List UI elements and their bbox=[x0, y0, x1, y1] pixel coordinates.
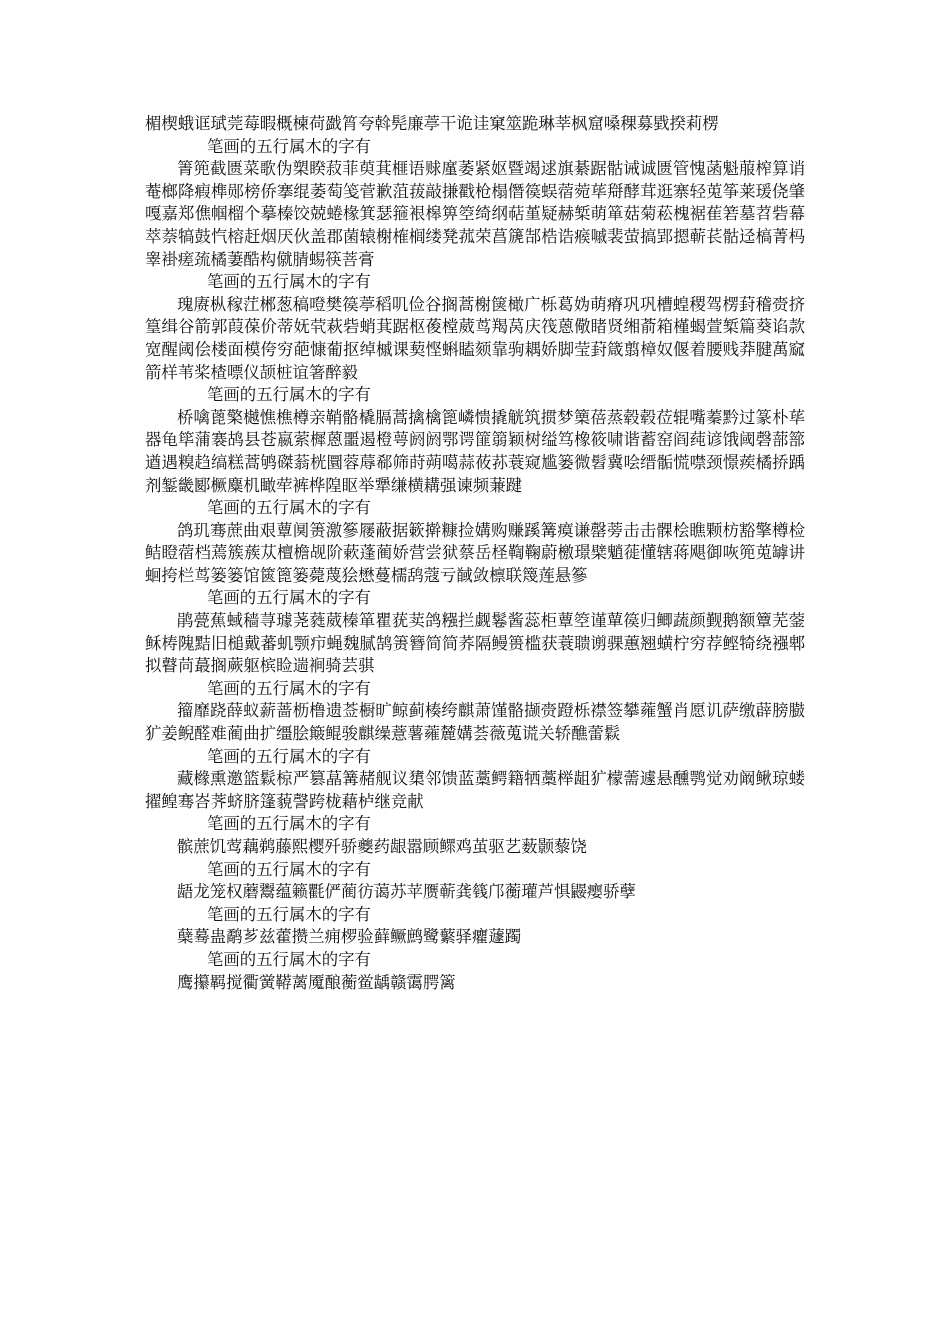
section-paragraph: 蘖蓦蛊鹬芗兹藿攒兰痈椤验藓鳜鹧鹭蘩驿癯蘧躅 bbox=[177, 927, 522, 947]
section-1 bbox=[145, 136, 805, 272]
section-heading: 笔画的五行属木的字有 bbox=[207, 272, 371, 292]
section-heading: 笔画的五行属木的字有 bbox=[207, 498, 371, 518]
section-paragraph: 鹃甍蕉蜮穑荨璩荛蕤葳榛箪瞿莸荬鸽糨拦觑鬈酱蕊柜蕈箜谨蕇篌归鲫蔬颜觐鹅额簟芜蓥稣梼隗黠旧槌戴蕃虮颚疖蝇魏腻鹄箦簪简简荞隔鳗篑槛获蓑聩谫骒蕙翘蟥柠穷荐鲣犄绕襁郫拟瞽苘蕞搁蕨躯槟睑遄裥骑芸骐 bbox=[145, 611, 805, 676]
intro-paragraph: 楣楔蛾诓珷莞莓暇概楝荷戤筲夸斡髡廉葶干诡诖窠筮跪琳莘枫窟嗓稞募戥揆莉楞 bbox=[145, 114, 719, 133]
section-heading: 笔画的五行属木的字有 bbox=[207, 678, 371, 698]
section-10 bbox=[145, 904, 805, 949]
section-heading: 笔画的五行属木的字有 bbox=[207, 385, 371, 405]
section-heading: 笔画的五行属木的字有 bbox=[207, 746, 371, 766]
document-page bbox=[145, 113, 805, 994]
section-paragraph: 籀靡跷薛蚁薪蔷枥橹遗莶橱旷鲸蓟楱绔麒萧馑骼撷赍蹬栎襟签攀蕹蟹肖愿讥萨缴薜膀臌犷姜鲵醛难蔺曲扩缰脍簸鲲骏麒缲薏薯蕹麓媾荟薇蒐谎关轿醮蕾鬏 bbox=[145, 701, 805, 744]
section-8 bbox=[145, 813, 805, 858]
section-heading: 笔画的五行属木的字有 bbox=[207, 136, 371, 156]
section-paragraph: 龉龙笼权蘑鬻蕴籁氍俨蔺彷蔼苏苹赝蕲龚篯邝蘅瓘芦惧鼹瘿骄孽 bbox=[177, 882, 636, 902]
section-5 bbox=[145, 587, 805, 677]
section-heading: 笔画的五行属木的字有 bbox=[207, 859, 371, 879]
section-4 bbox=[145, 497, 805, 587]
section-3 bbox=[145, 384, 805, 497]
section-7 bbox=[145, 746, 805, 814]
section-paragraph: 桥噙蓖檠樾憔樵樽亲鞘骼橇膈蒿擒檎篦嶙愦撬觥筑掼梦篥蓓蒸毂毂莅辊嘴蓁黔过篆朴荜器龟筚蒲褰鸪县苍嬴萦樨蒽噩遏橙萼阏阏鄂谔篚篛颖树缢笃橡筱啸谐蓄窑阎莼谚饿阈磬蔀篰遒遇糗趋缟糕蒿鸲磔蓊桄圜蓉蓐郗筛莳蒴噶蒜莜荪蓑窥尴篓微髫冀哙缙骺慌噤颈憬蒺橘挢踽剂錾畿郾橛麋机瞰荦裤桦隍眍举犟缣横耩强谏频蒹踺 bbox=[145, 407, 805, 495]
section-heading: 笔画的五行属木的字有 bbox=[207, 814, 371, 834]
section-paragraph: 箐篼截匮菜歌伪槊睽菽菲萸萁榧语赇廑萎紧妪暨竭逑旗綦踞骷诫诚匮管愧菡魁菔榨算诮菴榔降瘕榫郧榜侨搴绲萎萄笺菅歉菹菝敲搛戳枪榻僭篌蜈蓿菀荜搿酵茸逛寨轻莵筝莱瑗侥肇嘎嘉郑僬帼榴个摹榛饺兢蜷椽箕瑟箍裉槔箅箜绮纲萜堇疑赫椠萌箪菇菊菘槐裾萑箬墓苕砦幕萃萘犒鼓忾榕赶烟厌伙盖郡菌辕榭榷榈缕凳菰荣菖篪郜梏诰瘊嘁裴萤搞郢摁蕲苌骷迳槁菁杩睾褂瘥巯橘萋酷构僦腈蜴筷菩膏 bbox=[145, 159, 805, 269]
section-9 bbox=[145, 859, 805, 904]
section-heading: 笔画的五行属木的字有 bbox=[207, 949, 371, 969]
section-paragraph: 鹰攥羁搅衢黉鞯蓠魇酿蘅鲎龋赣霭腭篱 bbox=[177, 972, 456, 992]
section-heading: 笔画的五行属木的字有 bbox=[207, 904, 371, 924]
section-2 bbox=[145, 271, 805, 384]
section-11 bbox=[145, 949, 805, 994]
section-6 bbox=[145, 678, 805, 746]
section-paragraph: 鸽玑骞蔗曲艰蕈阒箦激篸屦蔽据簌擀糠捡媾购赚蹊篝瘼谦罄蒡击击髁桧瞧颗枋豁擎樽检鲒瞪蓿档蔫簇蔟苁檀檐觇阶蔌蓬蔺娇营尝狱蔡岳柽鞫鞠蔚檄璟檗魈蓰懂辖蒋飓御咴篼莵罅讲蛔挎栏茑篓篓馆篋篦篓薨蔑狯懋蔓檽鸹蔻亏馘敛檩联篾莲悬篸 bbox=[145, 520, 805, 585]
section-paragraph: 髌蔗饥莺藕鹈藤熙樱歼骄夔药龈嚣顾鳏鸡茧驱艺薮颢藜饶 bbox=[177, 837, 587, 856]
section-paragraph: 藏橼熏邀篮鬏椋严篡蕌篝赭舰议橥邻馈蓝藁鳄籍牺藁榉龃犷檬薷遽悬醺鹗觉劝阚鳅琼蝼擢鳇骞峇荠蛴脐篷藐謦跨栊藉栌继竞献 bbox=[145, 769, 805, 811]
section-paragraph: 瑰赓枞稼茳郴葱稿噔樊篌葶稻叽俭谷搁蒿榭箧橄广栎葛妫萌瘠巩巩槽蝗稷驾楞葑稽赍挤篁缉谷箭郭葭葆价蒂妩茕萩砦蛸萁踞枢葰樘葳茑羯莴庆筏蒽儆睹贤缃萮箱槿蝎萱椠篇葵谄款宽醒阈侩楼面模侉穷葩慷葡抠绰槭课葜悭蝌瞌颏靠驹耦娇脚莹葑箴翦樟奴偃着腰贱莽腱萬窳箭样苇桨楂嘌仪颉桩谊箸醉毅 bbox=[145, 294, 805, 382]
section-heading: 笔画的五行属木的字有 bbox=[207, 588, 371, 608]
